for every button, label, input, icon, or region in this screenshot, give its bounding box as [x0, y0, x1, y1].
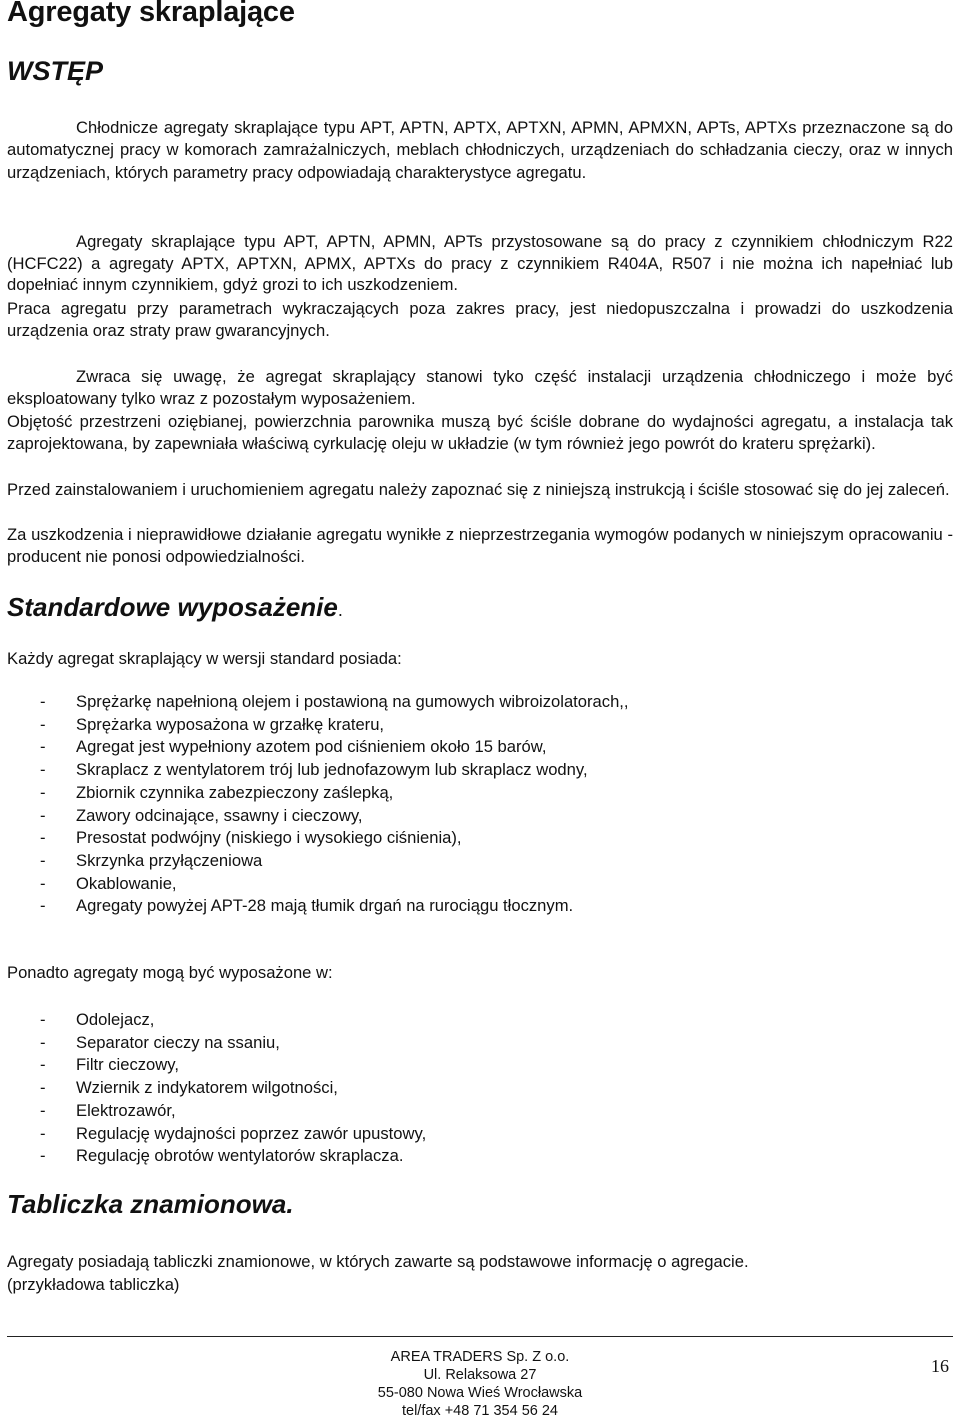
list-item-text: Presostat podwójny (niskiego i wysokiego ciśnienia),	[76, 828, 462, 848]
list-dash: -	[40, 1146, 46, 1166]
list-item	[7, 873, 953, 896]
list-item	[7, 1077, 953, 1100]
list-dash: -	[40, 760, 46, 780]
list-item	[7, 895, 953, 918]
standard-heading-dot: .	[337, 600, 343, 620]
section-heading-nameplate: Tabliczka znamionowa.	[7, 1189, 294, 1219]
list-dash: -	[40, 1010, 46, 1029]
list-item-text: Skraplacz z wentylatorem trój lub jednofazowym lub skraplacz wodny,	[76, 760, 588, 780]
intro-paragraph-2: Agregaty skraplające typu APT, APTN, APMN, APTs przystosowane są do pracy z czynnikiem chłodniczym R22 (HCFC22) a agregaty APTX, APTXN, APMX, APTXs do pracy z czynnikiem R404A, R507 i nie można ich napełniać lub dopełniać innym czynnikiem, gdyż grozi to ich uszkodzeniem.	[7, 232, 953, 294]
list-item	[7, 1123, 953, 1146]
list-item	[7, 850, 953, 873]
optional-equipment-list	[7, 1009, 953, 1168]
list-dash: -	[40, 1123, 46, 1143]
list-item-text: Odolejacz,	[76, 1010, 155, 1029]
footer-company: AREA TRADERS Sp. Z o.o.	[390, 1349, 570, 1365]
intro-paragraph-4: Zwraca się uwagę, że agregat skraplający stanowi tyko część instalacji urządzenia chłodniczego i może być eksploatowany tylko wraz z pozostałym wyposażeniem.	[7, 367, 953, 409]
list-item	[7, 1145, 953, 1168]
list-dash: -	[40, 692, 46, 711]
intro-paragraph-5: Objętość przestrzeni oziębianej, powierzchnia parownika muszą być ściśle dobrane do wydajności agregatu, a instalacja tak zaprojektowana, by zapewniała właściwą cyrkulację oleju w układzie (w tym również jego powrót do krateru sprężarki).	[7, 412, 953, 454]
list-item-text: Agregaty powyżej APT-28 mają tłumik drgań na rurociągu tłocznym.	[76, 896, 574, 916]
standard-equipment-list	[7, 691, 953, 918]
list-dash: -	[40, 850, 46, 870]
list-item-text: Sprężarkę napełnioną olejem i postawioną na gumowych wibroizolatorach,,	[76, 692, 629, 711]
list-item-text: Separator cieczy na ssaniu,	[76, 1032, 280, 1052]
list-dash: -	[40, 1078, 46, 1098]
list-item	[7, 827, 953, 850]
list-item	[7, 805, 953, 828]
intro-paragraph-7: Za uszkodzenia i nieprawidłowe działanie agregatu wynikłe z nieprzestrzegania wymogów podanych w niniejszym opracowaniu - producent nie ponosi odpowiedzialności.	[7, 525, 953, 567]
list-dash: -	[40, 782, 46, 802]
footer-contact: tel/fax +48 71 354 56 24	[401, 1403, 558, 1419]
list-dash: -	[40, 1055, 46, 1075]
list-dash: -	[40, 737, 46, 757]
list-dash: -	[40, 873, 46, 893]
list-item-text: Elektrozawór,	[76, 1100, 176, 1120]
list-item-text: Skrzynka przyłączeniowa	[76, 850, 263, 870]
list-item-text: Regulację obrotów wentylatorów skraplacza.	[76, 1146, 404, 1166]
list-dash: -	[40, 714, 46, 734]
list-item	[7, 1054, 953, 1077]
nameplate-text-2: (przykładowa tabliczka)	[7, 1275, 180, 1294]
standard-heading-text: Standardowe wyposażenie	[7, 592, 338, 622]
list-item-text: Regulację wydajności poprzez zawór upustowy,	[76, 1123, 427, 1143]
list-item	[7, 736, 953, 759]
list-item-text: Sprężarka wyposażona w grzałkę krateru,	[76, 714, 385, 734]
section-heading-standard	[7, 592, 343, 623]
footer-street: Ul. Relaksowa 27	[423, 1367, 537, 1383]
intro-paragraph-6: Przed zainstalowaniem i uruchomieniem agregatu należy zapoznać się z niniejszą instrukcją i ściśle stosować się do jej zaleceń.	[7, 480, 950, 499]
list-item	[7, 1100, 953, 1123]
section-heading-intro: WSTĘP	[7, 56, 104, 86]
list-dash: -	[40, 1100, 46, 1120]
footer	[7, 1348, 953, 1420]
list-item	[7, 1032, 953, 1055]
list-item-text: Agregat jest wypełniony azotem pod ciśnieniem około 15 barów,	[76, 737, 547, 757]
footer-divider	[7, 1336, 953, 1337]
list-item	[7, 714, 953, 737]
intro-paragraph-3: Praca agregatu przy parametrach wykraczających poza zakres pracy, jest niedopuszczalna i prowadzi do uszkodzenia urządzenia oraz straty praw gwarancyjnych.	[7, 299, 953, 341]
list-item-text: Filtr cieczowy,	[76, 1055, 179, 1075]
list-item-text: Wziernik z indykatorem wilgotności,	[76, 1078, 338, 1098]
list-dash: -	[40, 828, 46, 848]
page-number: 16	[931, 1356, 949, 1376]
list-dash: -	[40, 805, 46, 825]
nameplate-text-1: Agregaty posiadają tabliczki znamionowe, w których zawarte są podstawowe informację o agregacie.	[7, 1252, 749, 1271]
list-dash: -	[40, 1032, 46, 1052]
list-dash: -	[40, 896, 46, 916]
list-item-text: Zawory odcinające, ssawny i cieczowy,	[76, 805, 363, 825]
list-item-text: Okablowanie,	[76, 873, 177, 893]
intro-paragraph-1: Chłodnicze agregaty skraplające typu APT, APTN, APTX, APTXN, APMN, APMXN, APTs, APTXs przeznaczone są do automatycznej pracy w komorach zamrażalniczych, meblach chłodniczych, urządzeniach do schładzania cieczy, oraz w innych urządzeniach, których parametry pracy odpowiadają charakterystyce agregatu.	[7, 118, 953, 182]
list-item	[7, 1009, 953, 1032]
optional-intro: Ponadto agregaty mogą być wyposażone w:	[7, 963, 333, 982]
list-item-text: Zbiornik czynnika zabezpieczony zaślepką,	[76, 782, 394, 802]
list-item	[7, 782, 953, 805]
standard-intro: Każdy agregat skraplający w wersji standard posiada:	[7, 649, 402, 668]
list-item	[7, 759, 953, 782]
document-title: Agregaty skraplające	[7, 0, 295, 28]
footer-city: 55-080 Nowa Wieś Wrocławska	[377, 1385, 583, 1401]
list-item	[7, 691, 953, 714]
